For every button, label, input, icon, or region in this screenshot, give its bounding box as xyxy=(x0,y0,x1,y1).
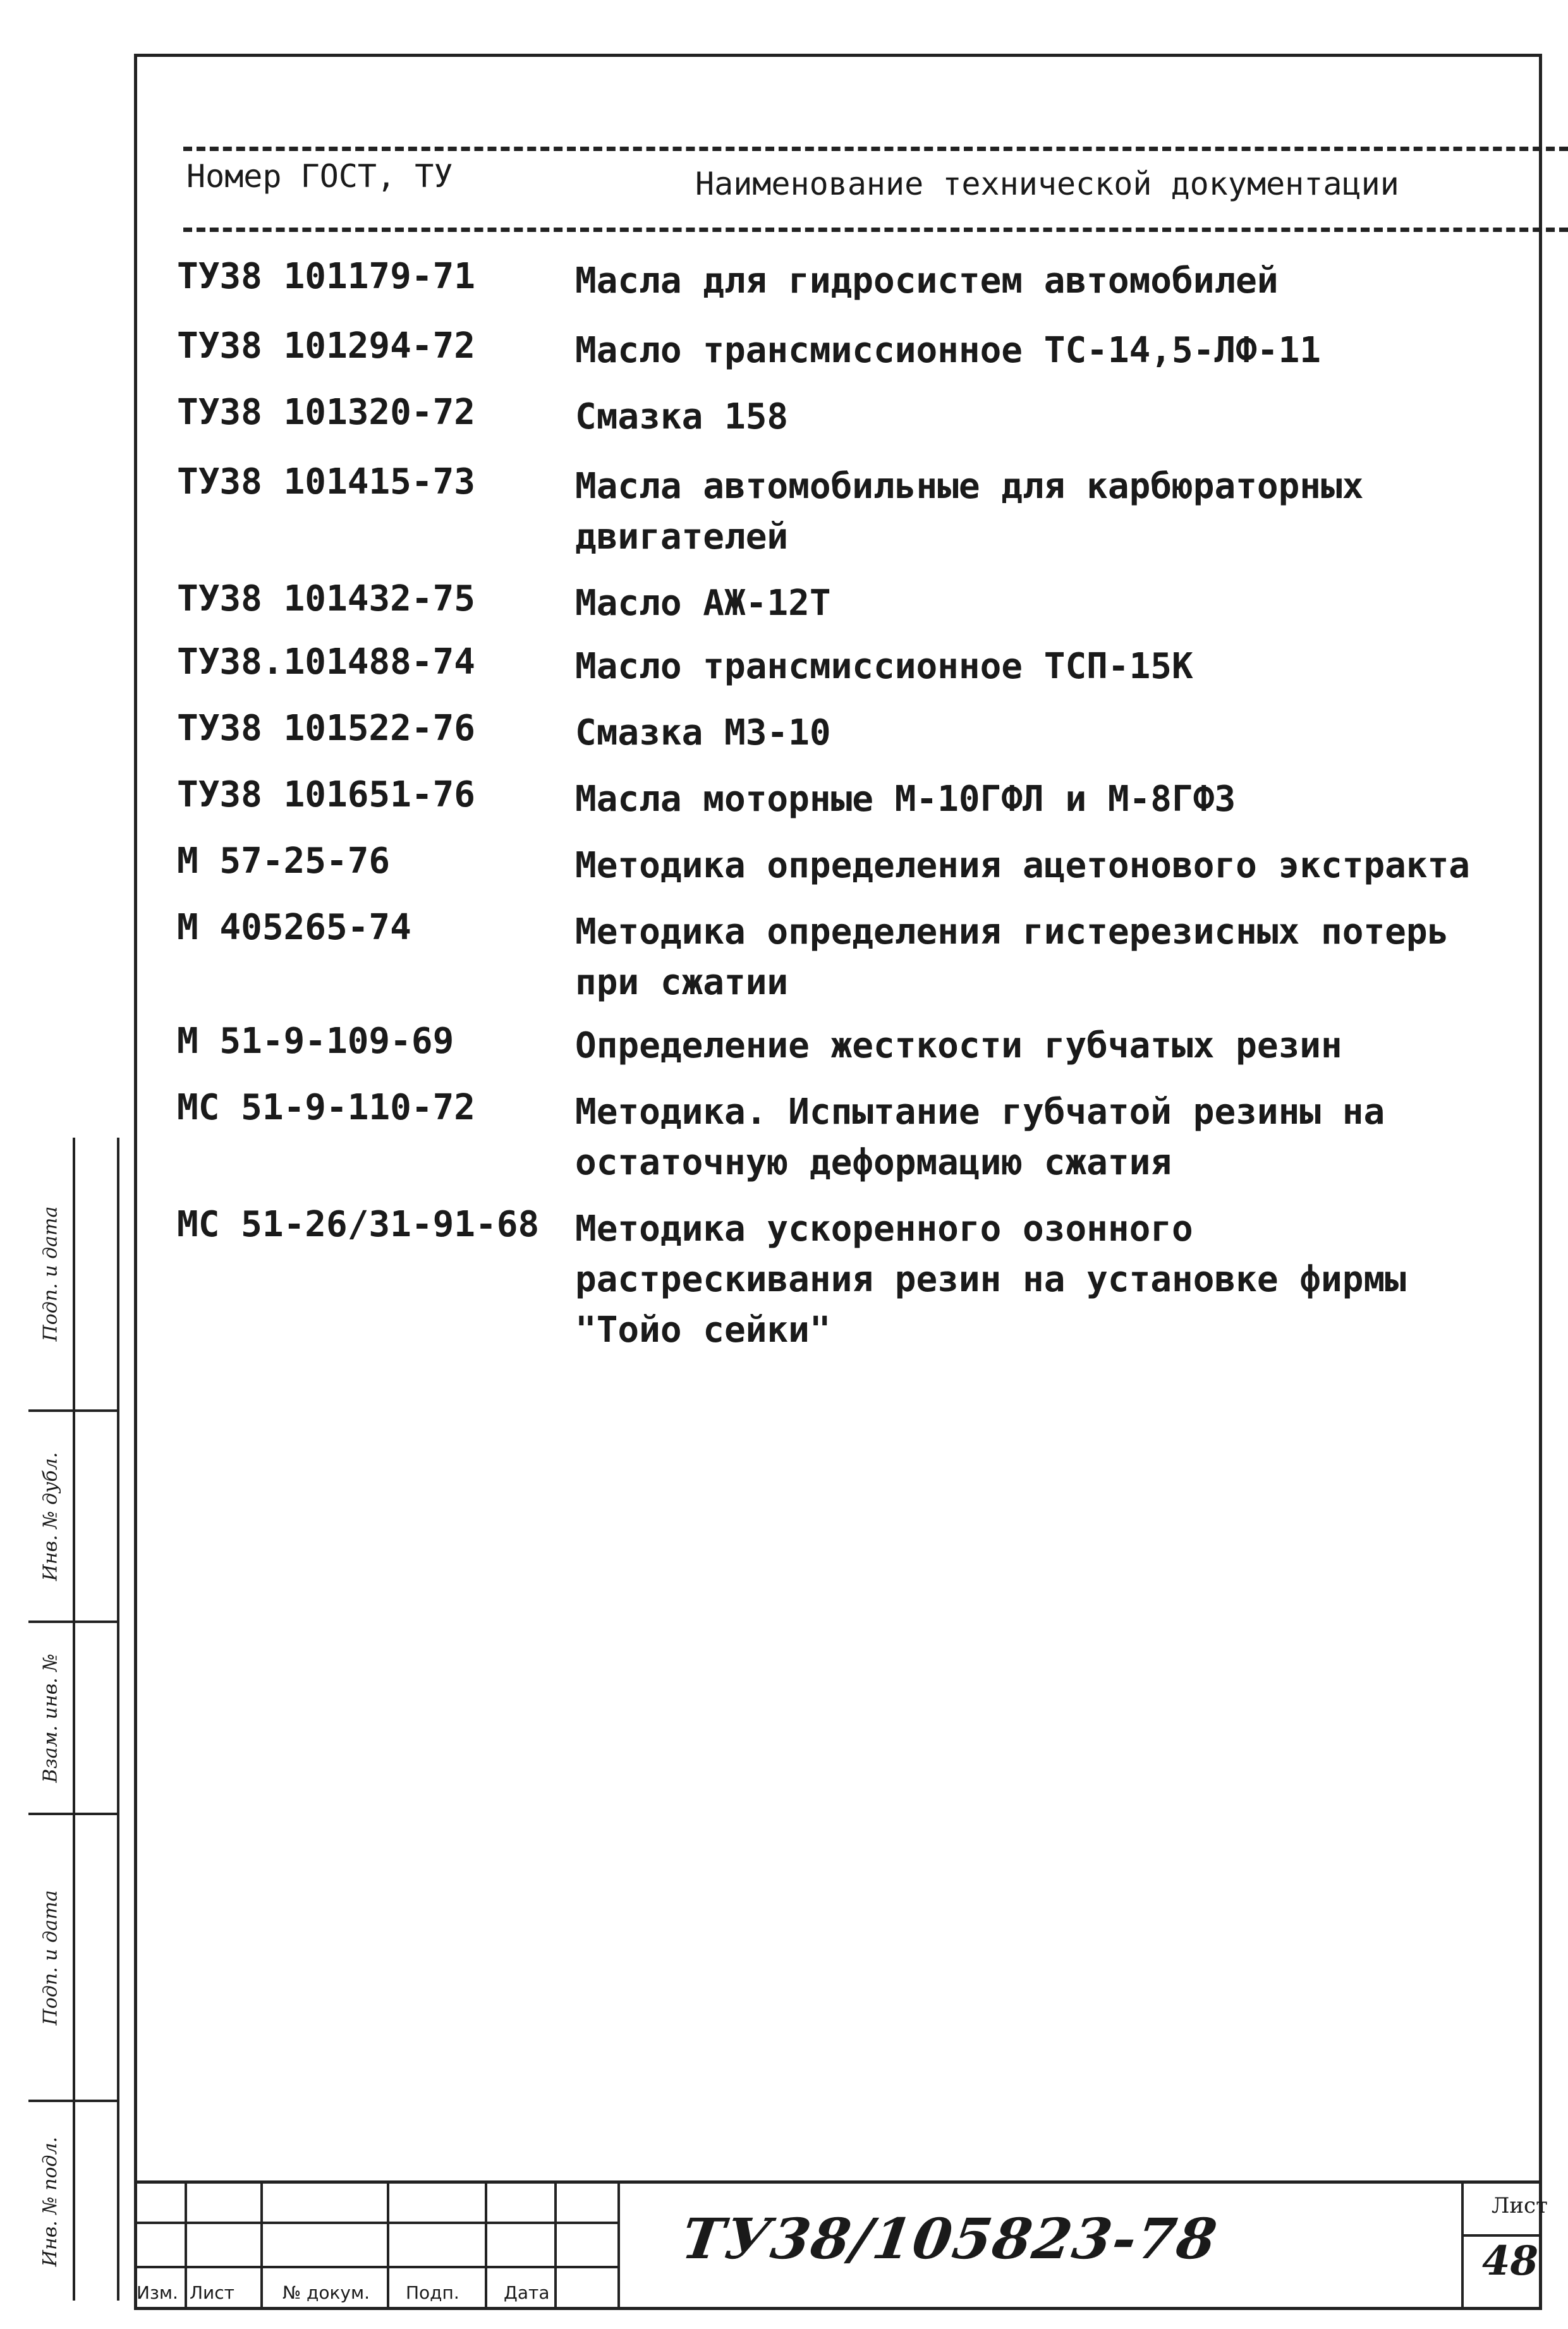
binding-strip xyxy=(28,1138,119,2301)
row-name: Методика ускоренного озонного растрескивания резин на установке фирмы "Тойо сейки" xyxy=(575,1208,1406,1351)
strip-cell-inv-podl xyxy=(28,2102,117,2301)
row-code: ТУ38 101294-72 xyxy=(177,325,476,367)
row-name: Масло трансмиссионное ТСП-15К xyxy=(575,646,1193,687)
row-code: М 57-25-76 xyxy=(177,841,391,882)
tb-data: Дата xyxy=(504,2282,550,2303)
column-header-name: Наименование технической документации xyxy=(695,166,1399,202)
row-name: Масло АЖ-12Т xyxy=(575,583,831,624)
row-name: Масла для гидросистем автомобилей xyxy=(575,260,1279,301)
row-name: Методика. Испытание губчатой резины на остаточную деформацию сжатия xyxy=(575,1092,1385,1183)
row-name: Методика определения гистерезисных потерь при сжатии xyxy=(575,911,1449,1003)
column-header-code: Номер ГОСТ, ТУ xyxy=(186,158,453,195)
strip-label: Инв. № подл. xyxy=(39,2136,62,2266)
strip-cell-inv-dubl xyxy=(28,1412,117,1623)
row-code: М 405265-74 xyxy=(177,907,411,948)
document-code: ТУ38/105823-78 xyxy=(678,2206,1222,2271)
row-name: Масла моторные М-10ГФЛ и М-8ГФЗ xyxy=(575,779,1236,820)
row-code: ТУ38 101651-76 xyxy=(177,774,476,815)
row-name: Определение жесткости губчатых резин xyxy=(575,1025,1342,1066)
row-code: МС 51-9-110-72 xyxy=(177,1087,476,1128)
row-code: ТУ38 101432-75 xyxy=(177,578,476,619)
tb-list: Лист xyxy=(190,2282,234,2303)
sheet-label: Лист xyxy=(1492,2193,1548,2218)
strip-label: Подп. и дата xyxy=(39,1890,62,2025)
row-code: ТУ38 101522-76 xyxy=(177,708,476,749)
row-name: Смазка МЗ-10 xyxy=(575,712,831,753)
strip-cell-vzam-inv xyxy=(28,1623,117,1815)
row-code: ТУ38 101320-72 xyxy=(177,392,476,433)
row-code: ТУ38 101179-71 xyxy=(177,256,476,297)
header-rule-top xyxy=(183,147,1568,151)
row-name: Смазка 158 xyxy=(575,396,789,437)
tb-izm: Изм. xyxy=(137,2282,178,2303)
row-name: Методика определения ацетонового экстракта xyxy=(575,845,1471,886)
strip-label: Инв. № дубл. xyxy=(39,1452,62,1581)
sheet-number: 48 xyxy=(1482,2237,1539,2285)
strip-cell-podp-data-1 xyxy=(28,1138,117,1412)
header-rule-bottom xyxy=(183,228,1568,232)
strip-label: Подп. и дата xyxy=(39,1206,62,1341)
row-name: Масла автомобильные для карбюраторных двигателей xyxy=(575,466,1364,557)
row-code: М 51-9-109-69 xyxy=(177,1021,454,1062)
row-code: МС 51-26/31-91-68 xyxy=(177,1204,540,1245)
row-code: ТУ38 101415-73 xyxy=(177,461,476,502)
strip-label: Взам. инв. № xyxy=(39,1653,62,1783)
tb-n-dokum: № докум. xyxy=(283,2282,370,2303)
row-code: ТУ38.101488-74 xyxy=(177,642,476,683)
tb-podp: Подп. xyxy=(406,2282,459,2303)
row-name: Масло трансмиссионное ТС-14,5-ЛФ-11 xyxy=(575,330,1322,371)
strip-cell-podp-data-2 xyxy=(28,1815,117,2102)
